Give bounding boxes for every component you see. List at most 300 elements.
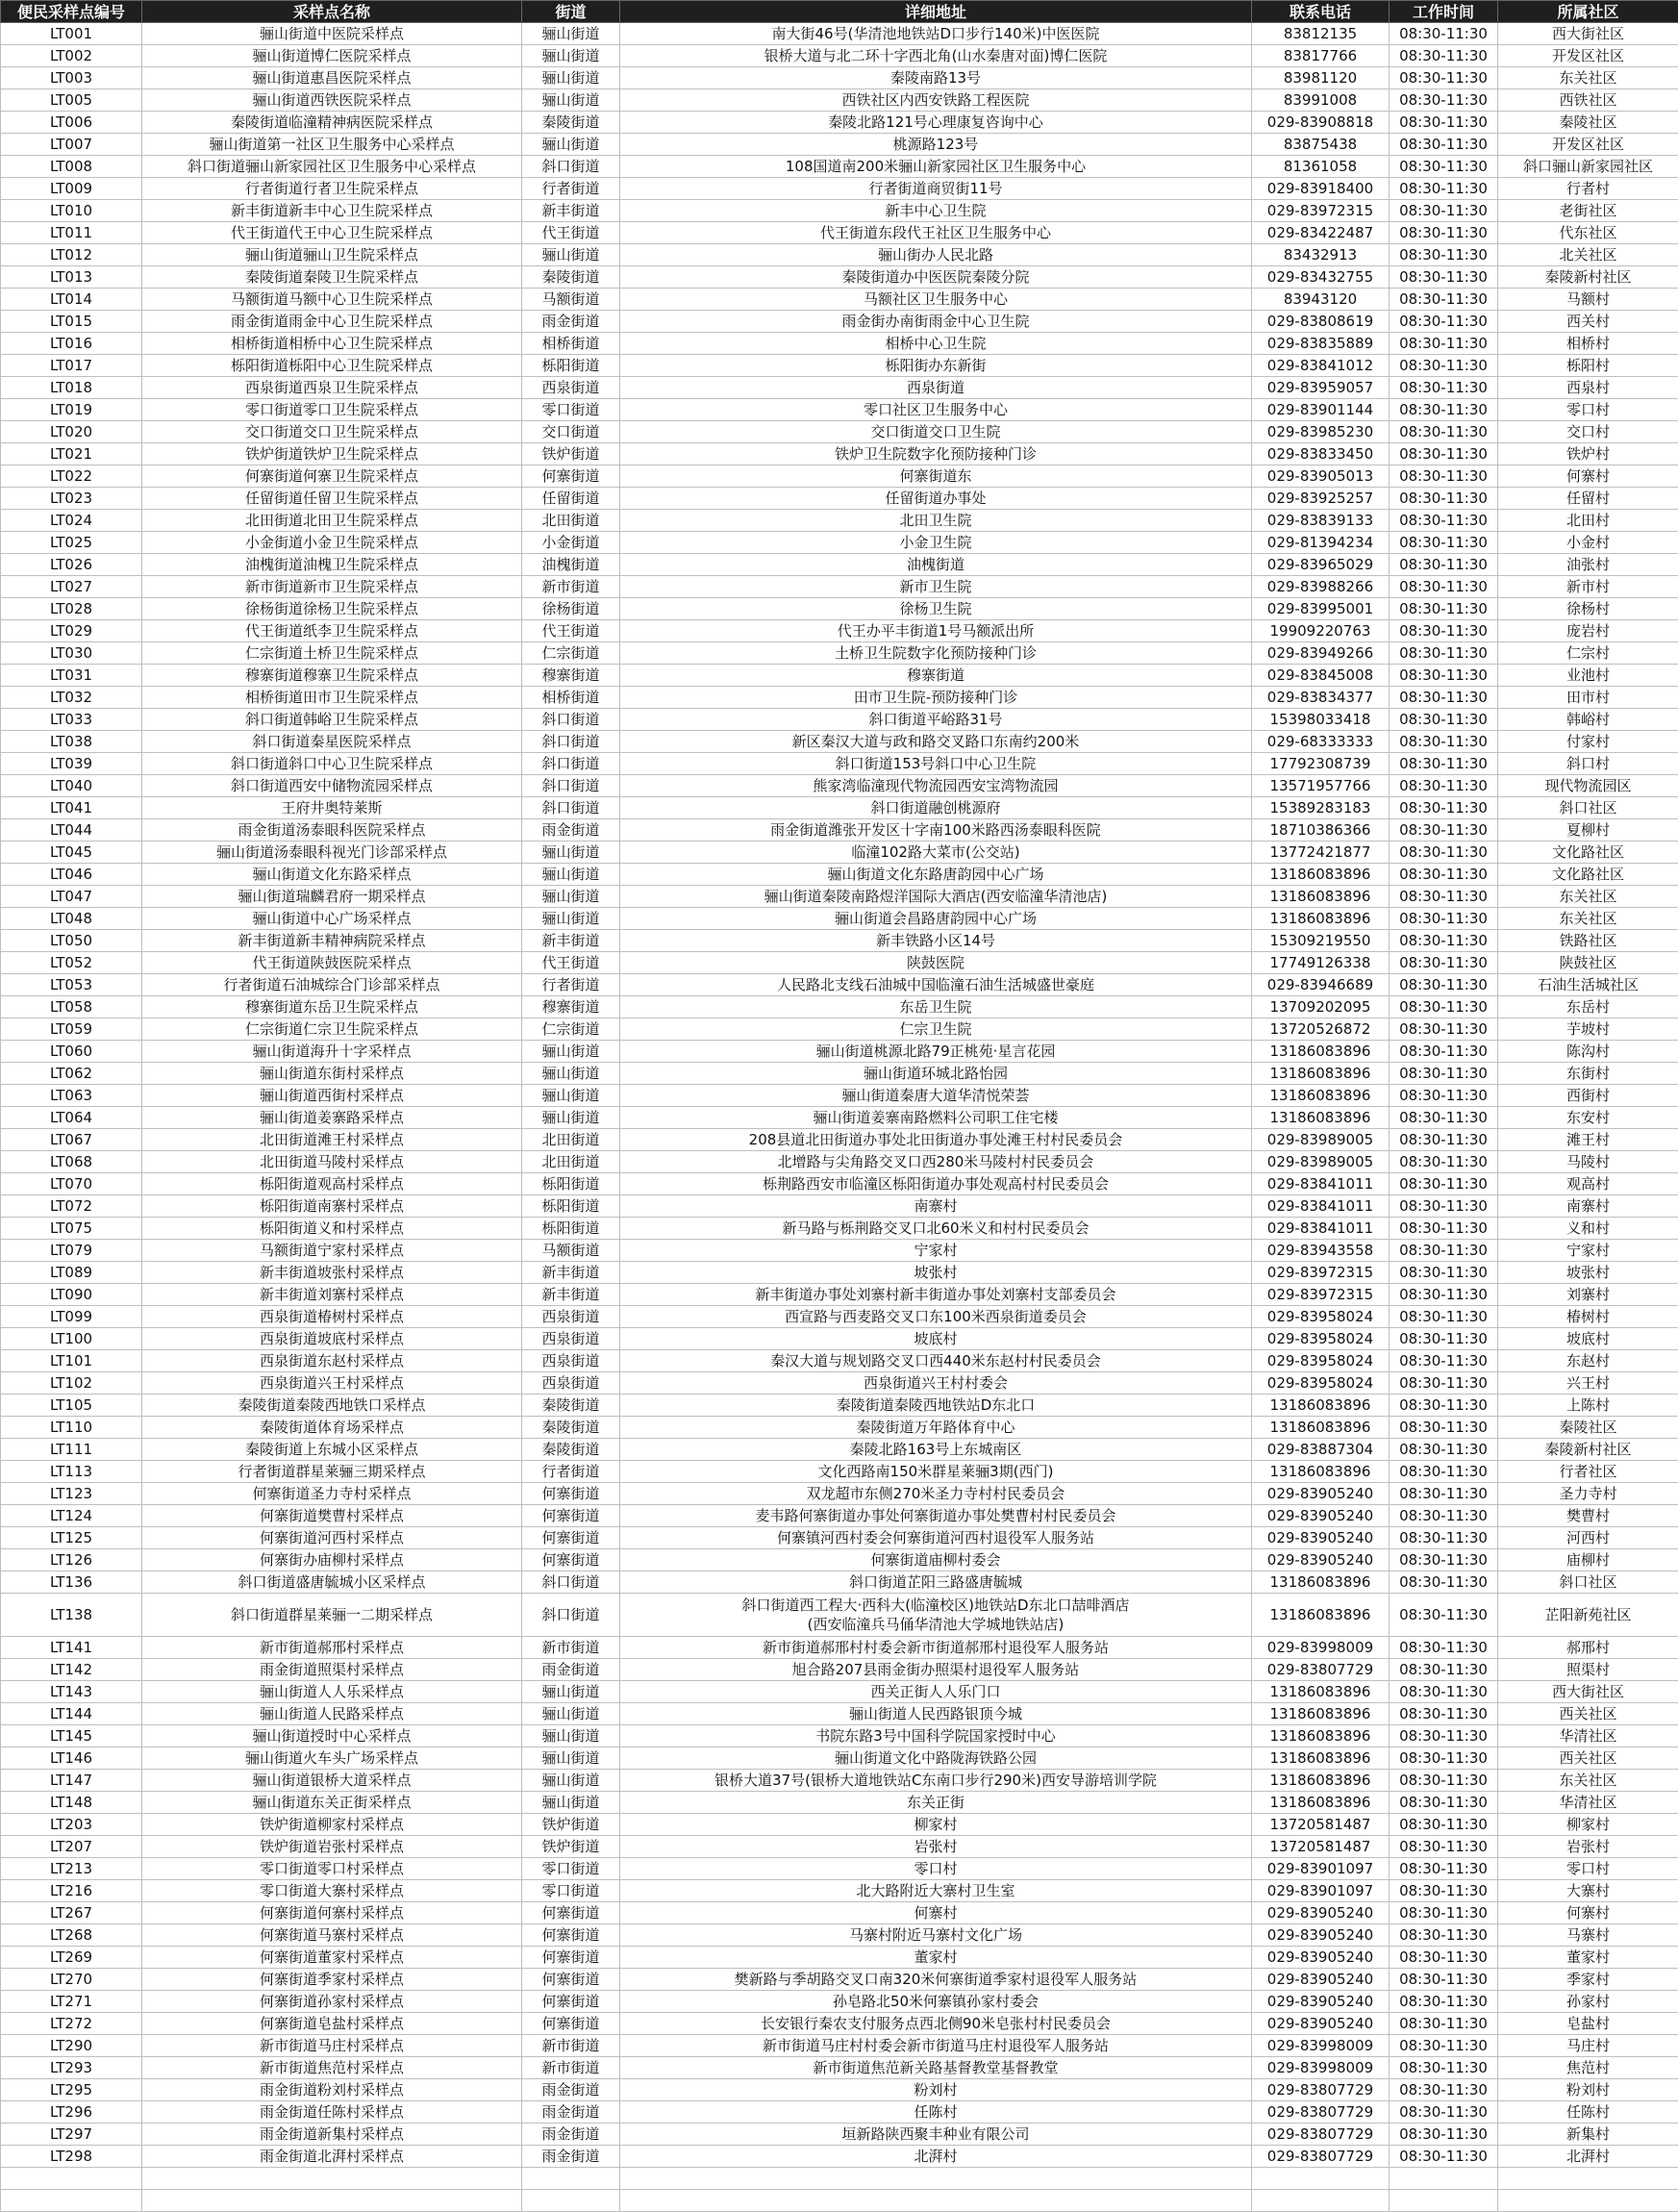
cell-address[interactable]: 秦陵街道办中医医院秦陵分院	[620, 266, 1252, 289]
cell-site-id[interactable]: LT059	[1, 1018, 142, 1041]
cell-site-id[interactable]: LT008	[1, 156, 142, 178]
cell-site-name[interactable]: 铁炉街道柳家村采样点	[142, 1814, 522, 1836]
cell-phone[interactable]: 029-83841012	[1252, 355, 1390, 377]
cell-site-id[interactable]: LT026	[1, 554, 142, 576]
cell-site-id[interactable]: LT207	[1, 1836, 142, 1858]
cell-site-id[interactable]: LT031	[1, 665, 142, 687]
cell-community[interactable]: 东赵村	[1498, 1350, 1678, 1372]
cell-community[interactable]: 韩峪村	[1498, 709, 1678, 731]
cell-community[interactable]: 代东社区	[1498, 222, 1678, 244]
cell-hours[interactable]: 08:30-11:30	[1390, 89, 1498, 112]
cell-site-id[interactable]: LT002	[1, 45, 142, 67]
cell-hours[interactable]: 08:30-11:30	[1390, 1836, 1498, 1858]
cell-site-id[interactable]: LT048	[1, 908, 142, 930]
cell-street[interactable]: 行者街道	[522, 974, 620, 996]
cell-site-name[interactable]: 何寨街道孙家村采样点	[142, 1991, 522, 2013]
empty-cell[interactable]	[1498, 2190, 1678, 2212]
header-site-name[interactable]: 采样点名称	[142, 1, 522, 23]
cell-street[interactable]: 铁炉街道	[522, 1814, 620, 1836]
cell-street[interactable]: 雨金街道	[522, 2101, 620, 2124]
cell-community[interactable]: 交口村	[1498, 421, 1678, 443]
cell-street[interactable]: 骊山街道	[522, 1107, 620, 1129]
cell-site-id[interactable]: LT047	[1, 886, 142, 908]
cell-phone[interactable]: 13186083896	[1252, 1417, 1390, 1439]
cell-hours[interactable]: 08:30-11:30	[1390, 1947, 1498, 1969]
cell-street[interactable]: 斜口街道	[522, 1571, 620, 1594]
cell-community[interactable]: 华清社区	[1498, 1792, 1678, 1814]
cell-site-id[interactable]: LT079	[1, 1240, 142, 1262]
cell-community[interactable]: 行者村	[1498, 178, 1678, 200]
cell-community[interactable]: 陈沟村	[1498, 1041, 1678, 1063]
cell-community[interactable]: 相桥村	[1498, 333, 1678, 355]
cell-community[interactable]: 西关社区	[1498, 1747, 1678, 1770]
cell-site-id[interactable]: LT009	[1, 178, 142, 200]
cell-phone[interactable]: 029-83432755	[1252, 266, 1390, 289]
cell-hours[interactable]: 08:30-11:30	[1390, 289, 1498, 311]
cell-hours[interactable]: 08:30-11:30	[1390, 1151, 1498, 1173]
empty-cell[interactable]	[142, 2168, 522, 2190]
cell-site-name[interactable]: 代王街道纸李卫生院采样点	[142, 620, 522, 642]
cell-street[interactable]: 新市街道	[522, 1637, 620, 1659]
cell-community[interactable]: 西大街社区	[1498, 23, 1678, 45]
cell-community[interactable]: 樊曹村	[1498, 1505, 1678, 1527]
cell-hours[interactable]: 08:30-11:30	[1390, 178, 1498, 200]
cell-phone[interactable]: 83943120	[1252, 289, 1390, 311]
cell-street[interactable]: 代王街道	[522, 620, 620, 642]
cell-phone[interactable]: 81361058	[1252, 156, 1390, 178]
cell-phone[interactable]: 029-83905240	[1252, 1902, 1390, 1924]
cell-site-name[interactable]: 何寨街道马寨村采样点	[142, 1924, 522, 1947]
cell-hours[interactable]: 08:30-11:30	[1390, 200, 1498, 222]
cell-phone[interactable]: 029-83958024	[1252, 1350, 1390, 1372]
cell-hours[interactable]: 08:30-11:30	[1390, 311, 1498, 333]
cell-site-id[interactable]: LT030	[1, 642, 142, 665]
cell-address[interactable]: 骊山街道秦唐大道华清悦荣荟	[620, 1085, 1252, 1107]
cell-site-id[interactable]: LT075	[1, 1218, 142, 1240]
cell-hours[interactable]: 08:30-11:30	[1390, 1594, 1498, 1637]
cell-address[interactable]: 马额社区卫生服务中心	[620, 289, 1252, 311]
cell-community[interactable]: 庞岩村	[1498, 620, 1678, 642]
cell-street[interactable]: 骊山街道	[522, 1041, 620, 1063]
cell-address[interactable]: 孙皂路北50米何寨镇孙家村委会	[620, 1991, 1252, 2013]
cell-phone[interactable]: 13186083896	[1252, 1681, 1390, 1703]
cell-community[interactable]: 西关社区	[1498, 1703, 1678, 1725]
cell-community[interactable]: 东关社区	[1498, 886, 1678, 908]
cell-hours[interactable]: 08:30-11:30	[1390, 23, 1498, 45]
cell-site-id[interactable]: LT148	[1, 1792, 142, 1814]
cell-street[interactable]: 交口街道	[522, 421, 620, 443]
cell-phone[interactable]: 029-83839133	[1252, 510, 1390, 532]
cell-street[interactable]: 小金街道	[522, 532, 620, 554]
cell-street[interactable]: 新丰街道	[522, 930, 620, 952]
cell-site-id[interactable]: LT145	[1, 1725, 142, 1747]
cell-community[interactable]: 东岳村	[1498, 996, 1678, 1018]
cell-site-id[interactable]: LT124	[1, 1505, 142, 1527]
cell-street[interactable]: 北田街道	[522, 1129, 620, 1151]
cell-site-id[interactable]: LT062	[1, 1063, 142, 1085]
empty-cell[interactable]	[1252, 2168, 1390, 2190]
cell-site-id[interactable]: LT007	[1, 134, 142, 156]
cell-site-name[interactable]: 雨金街道汤泰眼科医院采样点	[142, 819, 522, 842]
cell-street[interactable]: 何寨街道	[522, 1902, 620, 1924]
cell-address[interactable]: 秦陵南路13号	[620, 67, 1252, 89]
cell-phone[interactable]: 18710386366	[1252, 819, 1390, 842]
cell-site-name[interactable]: 骊山街道文化东路采样点	[142, 864, 522, 886]
cell-address[interactable]: 银桥大道37号(银桥大道地铁站C东南口步行290米)西安导游培训学院	[620, 1770, 1252, 1792]
cell-community[interactable]: 东关社区	[1498, 1770, 1678, 1792]
cell-street[interactable]: 何寨街道	[522, 465, 620, 488]
cell-address[interactable]: 西关正街人人乐门口	[620, 1681, 1252, 1703]
cell-site-id[interactable]: LT044	[1, 819, 142, 842]
cell-street[interactable]: 零口街道	[522, 399, 620, 421]
cell-phone[interactable]: 13186083896	[1252, 864, 1390, 886]
cell-street[interactable]: 新市街道	[522, 576, 620, 598]
cell-phone[interactable]: 15309219550	[1252, 930, 1390, 952]
cell-hours[interactable]: 08:30-11:30	[1390, 333, 1498, 355]
cell-street[interactable]: 斜口街道	[522, 753, 620, 775]
header-hours[interactable]: 工作时间	[1390, 1, 1498, 23]
cell-site-id[interactable]: LT040	[1, 775, 142, 797]
cell-street[interactable]: 铁炉街道	[522, 1836, 620, 1858]
cell-hours[interactable]: 08:30-11:30	[1390, 2057, 1498, 2079]
cell-site-id[interactable]: LT033	[1, 709, 142, 731]
cell-phone[interactable]: 13571957766	[1252, 775, 1390, 797]
cell-site-name[interactable]: 雨金街道雨金中心卫生院采样点	[142, 311, 522, 333]
cell-community[interactable]: 秦陵社区	[1498, 112, 1678, 134]
cell-community[interactable]: 马庄村	[1498, 2035, 1678, 2057]
cell-hours[interactable]: 08:30-11:30	[1390, 819, 1498, 842]
cell-address[interactable]: 骊山街办人民北路	[620, 244, 1252, 266]
cell-community[interactable]: 西泉村	[1498, 377, 1678, 399]
cell-phone[interactable]: 83991008	[1252, 89, 1390, 112]
cell-hours[interactable]: 08:30-11:30	[1390, 112, 1498, 134]
cell-phone[interactable]: 029-83807729	[1252, 2079, 1390, 2101]
cell-site-name[interactable]: 栎阳街道栎阳中心卫生院采样点	[142, 355, 522, 377]
cell-street[interactable]: 骊山街道	[522, 1725, 620, 1747]
cell-address[interactable]: 骊山街道秦陵南路煜洋国际大酒店(西安临潼华清池店)	[620, 886, 1252, 908]
empty-cell[interactable]	[1, 2190, 142, 2212]
cell-street[interactable]: 雨金街道	[522, 819, 620, 842]
cell-address[interactable]: 书院东路3号中国科学院国家授时中心	[620, 1725, 1252, 1747]
cell-street[interactable]: 何寨街道	[522, 1947, 620, 1969]
cell-site-id[interactable]: LT027	[1, 576, 142, 598]
cell-site-name[interactable]: 斜口街道盛唐毓城小区采样点	[142, 1571, 522, 1594]
cell-site-name[interactable]: 穆寨街道穆寨卫生院采样点	[142, 665, 522, 687]
cell-community[interactable]: 照渠村	[1498, 1659, 1678, 1681]
cell-site-id[interactable]: LT046	[1, 864, 142, 886]
cell-site-id[interactable]: LT125	[1, 1527, 142, 1549]
cell-site-id[interactable]: LT032	[1, 687, 142, 709]
cell-site-id[interactable]: LT268	[1, 1924, 142, 1947]
cell-site-name[interactable]: 铁炉街道铁炉卫生院采样点	[142, 443, 522, 465]
cell-community[interactable]: 何寨村	[1498, 1902, 1678, 1924]
cell-community[interactable]: 河西村	[1498, 1527, 1678, 1549]
cell-site-id[interactable]: LT039	[1, 753, 142, 775]
cell-address[interactable]: 桃源路123号	[620, 134, 1252, 156]
cell-site-id[interactable]: LT147	[1, 1770, 142, 1792]
cell-site-id[interactable]: LT143	[1, 1681, 142, 1703]
cell-community[interactable]: 陕鼓社区	[1498, 952, 1678, 974]
cell-address[interactable]: 西泉街道兴王村村委会	[620, 1372, 1252, 1395]
cell-phone[interactable]: 029-83905013	[1252, 465, 1390, 488]
cell-site-name[interactable]: 行者街道行者卫生院采样点	[142, 178, 522, 200]
cell-address[interactable]: 新区秦汉大道与政和路交叉路口东南约200米	[620, 731, 1252, 753]
cell-street[interactable]: 穆寨街道	[522, 665, 620, 687]
cell-site-name[interactable]: 雨金街道任陈村采样点	[142, 2101, 522, 2124]
cell-phone[interactable]: 13186083896	[1252, 1792, 1390, 1814]
cell-site-name[interactable]: 西泉街道兴王村采样点	[142, 1372, 522, 1395]
cell-street[interactable]: 何寨街道	[522, 2013, 620, 2035]
cell-community[interactable]: 兴王村	[1498, 1372, 1678, 1395]
cell-community[interactable]: 西大街社区	[1498, 1681, 1678, 1703]
cell-site-id[interactable]: LT072	[1, 1195, 142, 1218]
cell-address[interactable]: 骊山街道人民西路银顶今城	[620, 1703, 1252, 1725]
cell-hours[interactable]: 08:30-11:30	[1390, 1018, 1498, 1041]
cell-phone[interactable]: 029-83985230	[1252, 421, 1390, 443]
cell-site-name[interactable]: 骊山街道授时中心采样点	[142, 1725, 522, 1747]
cell-street[interactable]: 雨金街道	[522, 1659, 620, 1681]
cell-address[interactable]: 文化西路南150米群星莱骊3期(西门)	[620, 1461, 1252, 1483]
cell-street[interactable]: 雨金街道	[522, 2079, 620, 2101]
cell-street[interactable]: 何寨街道	[522, 1924, 620, 1947]
cell-community[interactable]: 南寨村	[1498, 1195, 1678, 1218]
cell-site-name[interactable]: 相桥街道田市卫生院采样点	[142, 687, 522, 709]
cell-site-id[interactable]: LT293	[1, 2057, 142, 2079]
cell-hours[interactable]: 08:30-11:30	[1390, 1439, 1498, 1461]
cell-phone[interactable]: 13186083896	[1252, 1461, 1390, 1483]
cell-community[interactable]: 粉刘村	[1498, 2079, 1678, 2101]
cell-site-name[interactable]: 栎阳街道南寨村采样点	[142, 1195, 522, 1218]
cell-site-name[interactable]: 骊山街道骊山卫生院采样点	[142, 244, 522, 266]
cell-street[interactable]: 仁宗街道	[522, 642, 620, 665]
cell-hours[interactable]: 08:30-11:30	[1390, 1395, 1498, 1417]
cell-address[interactable]: 任留街道办事处	[620, 488, 1252, 510]
cell-address[interactable]: 骊山街道文化东路唐韵园中心广场	[620, 864, 1252, 886]
cell-site-name[interactable]: 骊山街道海升十字采样点	[142, 1041, 522, 1063]
cell-community[interactable]: 马额村	[1498, 289, 1678, 311]
cell-address[interactable]: 骊山街道文化中路陇海铁路公园	[620, 1747, 1252, 1770]
cell-address[interactable]: 骊山街道环城北路怡园	[620, 1063, 1252, 1085]
cell-site-id[interactable]: LT271	[1, 1991, 142, 2013]
cell-site-name[interactable]: 何寨街道樊曹村采样点	[142, 1505, 522, 1527]
cell-address[interactable]: 土桥卫生院数字化预防接种门诊	[620, 642, 1252, 665]
cell-hours[interactable]: 08:30-11:30	[1390, 775, 1498, 797]
cell-community[interactable]: 付家村	[1498, 731, 1678, 753]
cell-community[interactable]: 小金村	[1498, 532, 1678, 554]
cell-phone[interactable]: 029-83905240	[1252, 2013, 1390, 2035]
cell-phone[interactable]: 83812135	[1252, 23, 1390, 45]
header-street[interactable]: 街道	[522, 1, 620, 23]
cell-site-id[interactable]: LT138	[1, 1594, 142, 1637]
cell-site-name[interactable]: 斜口街道群星莱骊一二期采样点	[142, 1594, 522, 1637]
cell-street[interactable]: 相桥街道	[522, 687, 620, 709]
cell-site-id[interactable]: LT028	[1, 598, 142, 620]
cell-street[interactable]: 新丰街道	[522, 200, 620, 222]
cell-street[interactable]: 马额街道	[522, 1240, 620, 1262]
cell-site-name[interactable]: 秦陵街道秦陵西地铁口采样点	[142, 1395, 522, 1417]
cell-site-name[interactable]: 骊山街道西铁医院采样点	[142, 89, 522, 112]
cell-street[interactable]: 相桥街道	[522, 333, 620, 355]
cell-community[interactable]: 文化路社区	[1498, 864, 1678, 886]
cell-street[interactable]: 骊山街道	[522, 23, 620, 45]
cell-site-id[interactable]: LT100	[1, 1328, 142, 1350]
cell-community[interactable]: 油张村	[1498, 554, 1678, 576]
cell-community[interactable]: 刘寨村	[1498, 1284, 1678, 1306]
cell-site-id[interactable]: LT015	[1, 311, 142, 333]
cell-site-name[interactable]: 行者街道石油城综合门诊部采样点	[142, 974, 522, 996]
cell-site-id[interactable]: LT272	[1, 2013, 142, 2035]
cell-phone[interactable]: 83875438	[1252, 134, 1390, 156]
cell-community[interactable]: 岩张村	[1498, 1836, 1678, 1858]
cell-phone[interactable]: 029-83905240	[1252, 1549, 1390, 1571]
cell-hours[interactable]: 08:30-11:30	[1390, 1747, 1498, 1770]
cell-address[interactable]: 小金卫生院	[620, 532, 1252, 554]
cell-phone[interactable]: 029-83998009	[1252, 1637, 1390, 1659]
cell-site-name[interactable]: 斜口街道韩峪卫生院采样点	[142, 709, 522, 731]
cell-hours[interactable]: 08:30-11:30	[1390, 1085, 1498, 1107]
cell-community[interactable]: 董家村	[1498, 1947, 1678, 1969]
cell-site-name[interactable]: 新市街道郝邢村采样点	[142, 1637, 522, 1659]
cell-community[interactable]: 焦范村	[1498, 2057, 1678, 2079]
cell-address[interactable]: 董家村	[620, 1947, 1252, 1969]
cell-community[interactable]: 柳家村	[1498, 1814, 1678, 1836]
cell-site-name[interactable]: 何寨街道董家村采样点	[142, 1947, 522, 1969]
cell-site-id[interactable]: LT005	[1, 89, 142, 112]
cell-street[interactable]: 秦陵街道	[522, 112, 620, 134]
cell-site-name[interactable]: 骊山街道姜寨路采样点	[142, 1107, 522, 1129]
cell-address[interactable]: 穆寨街道	[620, 665, 1252, 687]
cell-hours[interactable]: 08:30-11:30	[1390, 731, 1498, 753]
cell-address[interactable]: 麦韦路何寨街道办事处何寨街道办事处樊曹村村民委员会	[620, 1505, 1252, 1527]
cell-address[interactable]: 临潼102路大菜市(公交站)	[620, 842, 1252, 864]
cell-phone[interactable]: 029-83918400	[1252, 178, 1390, 200]
cell-site-id[interactable]: LT070	[1, 1173, 142, 1195]
cell-site-name[interactable]: 北田街道马陵村采样点	[142, 1151, 522, 1173]
cell-phone[interactable]: 029-83965029	[1252, 554, 1390, 576]
cell-address[interactable]: 斜口街道芷阳三路盛唐毓城	[620, 1571, 1252, 1594]
cell-hours[interactable]: 08:30-11:30	[1390, 1240, 1498, 1262]
cell-street[interactable]: 斜口街道	[522, 1594, 620, 1637]
cell-site-id[interactable]: LT013	[1, 266, 142, 289]
cell-street[interactable]: 栎阳街道	[522, 1218, 620, 1240]
cell-community[interactable]: 石油生活城社区	[1498, 974, 1678, 996]
cell-hours[interactable]: 08:30-11:30	[1390, 222, 1498, 244]
cell-hours[interactable]: 08:30-11:30	[1390, 1306, 1498, 1328]
cell-community[interactable]: 现代物流园区	[1498, 775, 1678, 797]
cell-hours[interactable]: 08:30-11:30	[1390, 510, 1498, 532]
empty-cell[interactable]	[522, 2168, 620, 2190]
cell-site-name[interactable]: 行者街道群星莱骊三期采样点	[142, 1461, 522, 1483]
cell-street[interactable]: 栎阳街道	[522, 1195, 620, 1218]
cell-phone[interactable]: 13720526872	[1252, 1018, 1390, 1041]
cell-community[interactable]: 滩王村	[1498, 1129, 1678, 1151]
cell-hours[interactable]: 08:30-11:30	[1390, 1063, 1498, 1085]
cell-address[interactable]: 骊山街道会昌路唐韵园中心广场	[620, 908, 1252, 930]
cell-site-name[interactable]: 雨金街道新集村采样点	[142, 2124, 522, 2146]
cell-site-id[interactable]: LT123	[1, 1483, 142, 1505]
cell-hours[interactable]: 08:30-11:30	[1390, 687, 1498, 709]
cell-community[interactable]: 皂盐村	[1498, 2013, 1678, 2035]
cell-phone[interactable]: 029-68333333	[1252, 731, 1390, 753]
cell-street[interactable]: 骊山街道	[522, 1792, 620, 1814]
cell-address[interactable]: 马寨村附近马寨村文化广场	[620, 1924, 1252, 1947]
cell-address[interactable]: 陕鼓医院	[620, 952, 1252, 974]
cell-address[interactable]: 斜口街道153号斜口中心卫生院	[620, 753, 1252, 775]
cell-community[interactable]: 北关社区	[1498, 244, 1678, 266]
cell-phone[interactable]: 029-83905240	[1252, 1483, 1390, 1505]
cell-community[interactable]: 新集村	[1498, 2124, 1678, 2146]
cell-address[interactable]: 仁宗卫生院	[620, 1018, 1252, 1041]
cell-site-name[interactable]: 骊山街道火车头广场采样点	[142, 1747, 522, 1770]
cell-community[interactable]: 孙家村	[1498, 1991, 1678, 2013]
cell-address[interactable]: 骊山街道姜寨南路燃料公司职工住宅楼	[620, 1107, 1252, 1129]
cell-community[interactable]: 北田村	[1498, 510, 1678, 532]
cell-community[interactable]: 栎阳村	[1498, 355, 1678, 377]
cell-community[interactable]: 芋坡村	[1498, 1018, 1678, 1041]
cell-phone[interactable]: 029-83972315	[1252, 1284, 1390, 1306]
cell-hours[interactable]: 08:30-11:30	[1390, 1505, 1498, 1527]
cell-address[interactable]: 西宣路与西麦路交叉口东100米西泉街道委员会	[620, 1306, 1252, 1328]
cell-community[interactable]: 行者社区	[1498, 1461, 1678, 1483]
cell-address[interactable]: 骊山街道桃源北路79正桃苑·星言花园	[620, 1041, 1252, 1063]
cell-address[interactable]: 任陈村	[620, 2101, 1252, 2124]
cell-street[interactable]: 油槐街道	[522, 554, 620, 576]
cell-phone[interactable]: 029-83807729	[1252, 1659, 1390, 1681]
cell-site-name[interactable]: 骊山街道博仁医院采样点	[142, 45, 522, 67]
empty-cell[interactable]	[522, 2190, 620, 2212]
cell-phone[interactable]: 029-83905240	[1252, 1991, 1390, 2013]
cell-site-id[interactable]: LT052	[1, 952, 142, 974]
cell-street[interactable]: 新丰街道	[522, 1262, 620, 1284]
cell-site-name[interactable]: 骊山街道人民路采样点	[142, 1703, 522, 1725]
cell-hours[interactable]: 08:30-11:30	[1390, 709, 1498, 731]
cell-site-id[interactable]: LT269	[1, 1947, 142, 1969]
empty-cell[interactable]	[142, 2190, 522, 2212]
cell-phone[interactable]: 19909220763	[1252, 620, 1390, 642]
cell-phone[interactable]: 13186083896	[1252, 1725, 1390, 1747]
cell-site-name[interactable]: 栎阳街道义和村采样点	[142, 1218, 522, 1240]
cell-address[interactable]: 斜口街道平峪路31号	[620, 709, 1252, 731]
cell-phone[interactable]: 029-83845008	[1252, 665, 1390, 687]
cell-address[interactable]: 何寨镇河西村委会何寨街道河西村退役军人服务站	[620, 1527, 1252, 1549]
cell-site-name[interactable]: 新市街道焦范村采样点	[142, 2057, 522, 2079]
cell-site-id[interactable]: LT298	[1, 2146, 142, 2168]
empty-cell[interactable]	[620, 2168, 1252, 2190]
cell-site-name[interactable]: 骊山街道瑞麟君府一期采样点	[142, 886, 522, 908]
cell-community[interactable]: 圣力寺村	[1498, 1483, 1678, 1505]
cell-hours[interactable]: 08:30-11:30	[1390, 797, 1498, 819]
cell-street[interactable]: 骊山街道	[522, 1703, 620, 1725]
cell-hours[interactable]: 08:30-11:30	[1390, 156, 1498, 178]
cell-street[interactable]: 西泉街道	[522, 1306, 620, 1328]
cell-community[interactable]: 马陵村	[1498, 1151, 1678, 1173]
cell-site-name[interactable]: 斜口街道斜口中心卫生院采样点	[142, 753, 522, 775]
cell-hours[interactable]: 08:30-11:30	[1390, 908, 1498, 930]
cell-hours[interactable]: 08:30-11:30	[1390, 842, 1498, 864]
cell-phone[interactable]: 13186083896	[1252, 1085, 1390, 1107]
cell-hours[interactable]: 08:30-11:30	[1390, 1814, 1498, 1836]
cell-phone[interactable]: 029-83949266	[1252, 642, 1390, 665]
cell-street[interactable]: 骊山街道	[522, 1681, 620, 1703]
cell-hours[interactable]: 08:30-11:30	[1390, 399, 1498, 421]
cell-site-id[interactable]: LT290	[1, 2035, 142, 2057]
cell-address[interactable]: 零口社区卫生服务中心	[620, 399, 1252, 421]
cell-site-id[interactable]: LT006	[1, 112, 142, 134]
cell-address[interactable]: 新马路与栎荆路交叉口北60米义和村村民委员会	[620, 1218, 1252, 1240]
cell-hours[interactable]: 08:30-11:30	[1390, 1880, 1498, 1902]
cell-address[interactable]: 北田卫生院	[620, 510, 1252, 532]
cell-site-name[interactable]: 交口街道交口卫生院采样点	[142, 421, 522, 443]
